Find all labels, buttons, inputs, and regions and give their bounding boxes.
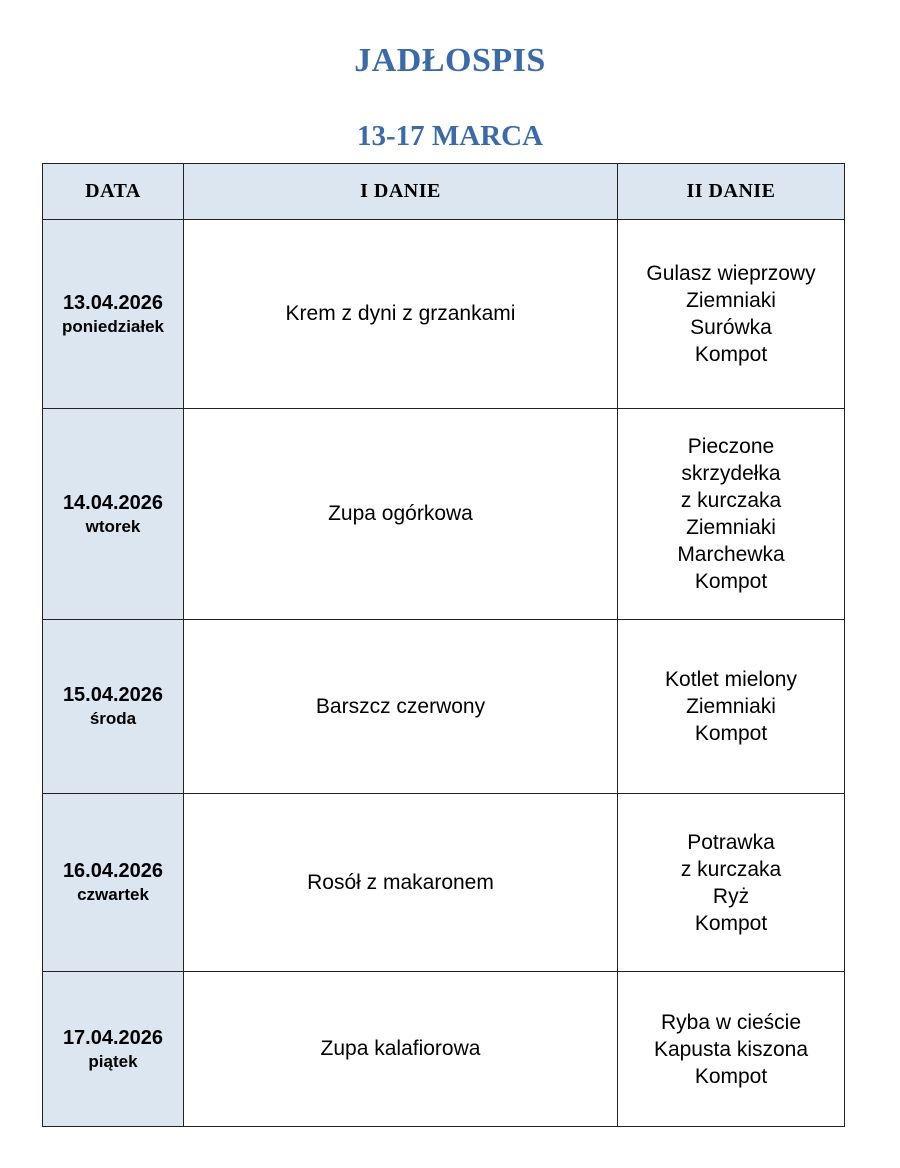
second-course-item: z kurczaka xyxy=(680,857,782,881)
second-course-item: z kurczaka xyxy=(680,489,782,512)
first-course: Zupa kalafiorowa xyxy=(184,972,618,1127)
second-course-item: Potrawka xyxy=(687,830,775,854)
first-course: Krem z dyni z grzankami xyxy=(184,220,618,409)
second-course-item: Ryba w cieście xyxy=(660,1010,802,1034)
second-course-item: Kompot xyxy=(694,1064,768,1088)
second-course-item: Kompot xyxy=(694,722,768,745)
second-course-item: Surówka xyxy=(690,316,772,339)
weekday: poniedziałek xyxy=(61,316,165,336)
table-row xyxy=(43,794,845,972)
date-value: 16.04.2026 xyxy=(62,860,164,882)
second-course-item: Kapusta kiszona xyxy=(653,1037,809,1061)
table-row xyxy=(43,220,845,409)
table-row xyxy=(43,972,845,1127)
date-value: 14.04.2026 xyxy=(62,491,164,514)
first-course: Barszcz czerwony xyxy=(184,620,618,794)
date-value: 13.04.2026 xyxy=(62,291,164,314)
second-course-item: Pieczone xyxy=(687,435,775,458)
page-title: JADŁOSPIS xyxy=(354,42,546,79)
second-course-item: Ziemniaki xyxy=(686,695,776,718)
second-course-item: Kotlet mielony xyxy=(665,668,797,691)
second-course-item: Kompot xyxy=(694,911,768,935)
date-cell xyxy=(43,620,184,794)
second-course xyxy=(618,620,845,794)
date-value: 17.04.2026 xyxy=(62,1026,164,1049)
second-course xyxy=(618,409,845,620)
second-course-item: Gulasz wieprzowy xyxy=(646,262,816,285)
header-second-course: II DANIE xyxy=(618,164,845,220)
date-cell xyxy=(43,972,184,1127)
second-course-item: skrzydełka xyxy=(681,462,781,485)
second-course-item: Ziemniaki xyxy=(686,289,776,312)
table-row xyxy=(43,409,845,620)
second-course xyxy=(618,794,845,972)
date-value: 15.04.2026 xyxy=(62,684,164,706)
second-course xyxy=(618,220,845,409)
second-course-item: Ziemniaki xyxy=(686,516,776,539)
second-course-item: Ryż xyxy=(712,884,750,908)
date-cell xyxy=(43,220,184,409)
weekday: środa xyxy=(89,709,137,728)
date-cell xyxy=(43,409,184,620)
page-subtitle: 13-17 MARCA xyxy=(356,120,544,152)
second-course xyxy=(618,972,845,1127)
weekday: czwartek xyxy=(77,885,149,904)
date-cell xyxy=(43,794,184,972)
weekday: wtorek xyxy=(85,516,141,536)
second-course-item: Marchewka xyxy=(677,543,785,566)
first-course: Zupa ogórkowa xyxy=(184,409,618,620)
second-course-item: Kompot xyxy=(694,343,768,366)
table-row xyxy=(43,620,845,794)
first-course: Rosół z makaronem xyxy=(184,794,618,972)
table-header-row xyxy=(43,164,845,220)
header-first-course: I DANIE xyxy=(184,164,618,220)
weekday: piątek xyxy=(88,1051,138,1071)
second-course-item: Kompot xyxy=(694,570,768,593)
menu-table xyxy=(42,163,845,1127)
header-date: DATA xyxy=(43,164,184,220)
